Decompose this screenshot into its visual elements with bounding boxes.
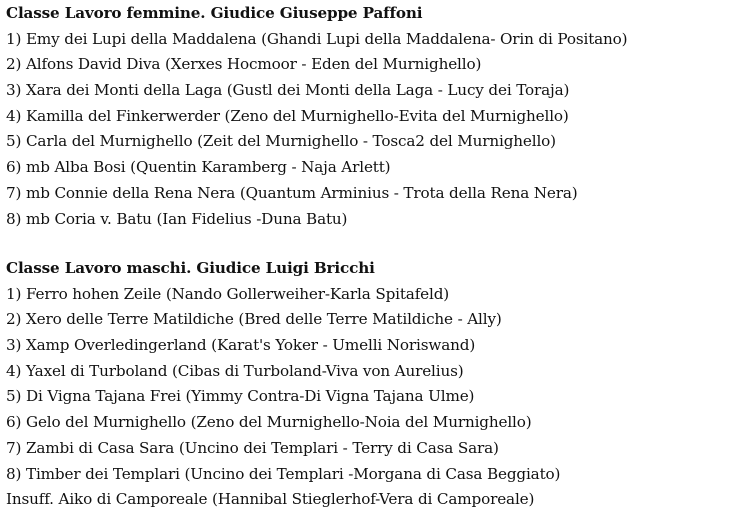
males-heading: Classe Lavoro maschi. Giudice Luigi Bricchi xyxy=(6,259,375,277)
males-entry: 7) Zambi di Casa Sara (Uncino dei Templari - Terry di Casa Sara) xyxy=(6,438,499,457)
females-entry: 2) Alfons David Diva (Xerxes Hocmoor - Eden del Murnighello) xyxy=(6,55,482,74)
males-entry-insufficient: Insuff. Aiko di Camporeale (Hannibal Stieglerhof-Vera di Camporeale) xyxy=(6,490,535,509)
females-entry: 6) mb Alba Bosi (Quentin Karamberg - Naja Arlett) xyxy=(6,158,391,177)
females-section xyxy=(6,1,730,232)
females-heading: Classe Lavoro femmine. Giudice Giuseppe Paffoni xyxy=(6,4,423,22)
males-entry: 4) Yaxel di Turboland (Cibas di Turboland-Viva von Aurelius) xyxy=(6,361,464,380)
males-entry: 6) Gelo del Murnighello (Zeno del Murnighello-Noia del Murnighello) xyxy=(6,413,532,432)
males-section xyxy=(6,256,730,513)
males-entry: 2) Xero delle Terre Matildiche (Bred delle Terre Matildiche - Ally) xyxy=(6,310,502,329)
females-entry: 1) Emy dei Lupi della Maddalena (Ghandi Lupi della Maddalena- Orin di Positano) xyxy=(6,29,628,48)
females-entry: 4) Kamilla del Finkerwerder (Zeno del Murnighello-Evita del Murnighello) xyxy=(6,106,569,125)
males-entry: 5) Di Vigna Tajana Frei (Yimmy Contra-Di Vigna Tajana Ulme) xyxy=(6,387,475,406)
males-entry: 3) Xamp Overledingerland (Karat's Yoker - Umelli Noriswand) xyxy=(6,336,476,355)
females-entry: 3) Xara dei Monti della Laga (Gustl dei Monti della Laga - Lucy dei Toraja) xyxy=(6,81,570,100)
females-entry: 7) mb Connie della Rena Nera (Quantum Arminius - Trota della Rena Nera) xyxy=(6,183,578,202)
females-entry: 5) Carla del Murnighello (Zeit del Murnighello - Tosca2 del Murnighello) xyxy=(6,132,556,151)
males-entry: 1) Ferro hohen Zeile (Nando Gollerweiher-Karla Spitafeld) xyxy=(6,284,450,303)
females-entry: 8) mb Coria v. Batu (Ian Fidelius -Duna Batu) xyxy=(6,209,348,228)
males-entry: 8) Timber dei Templari (Uncino dei Templari -Morgana di Casa Beggiato) xyxy=(6,464,561,483)
